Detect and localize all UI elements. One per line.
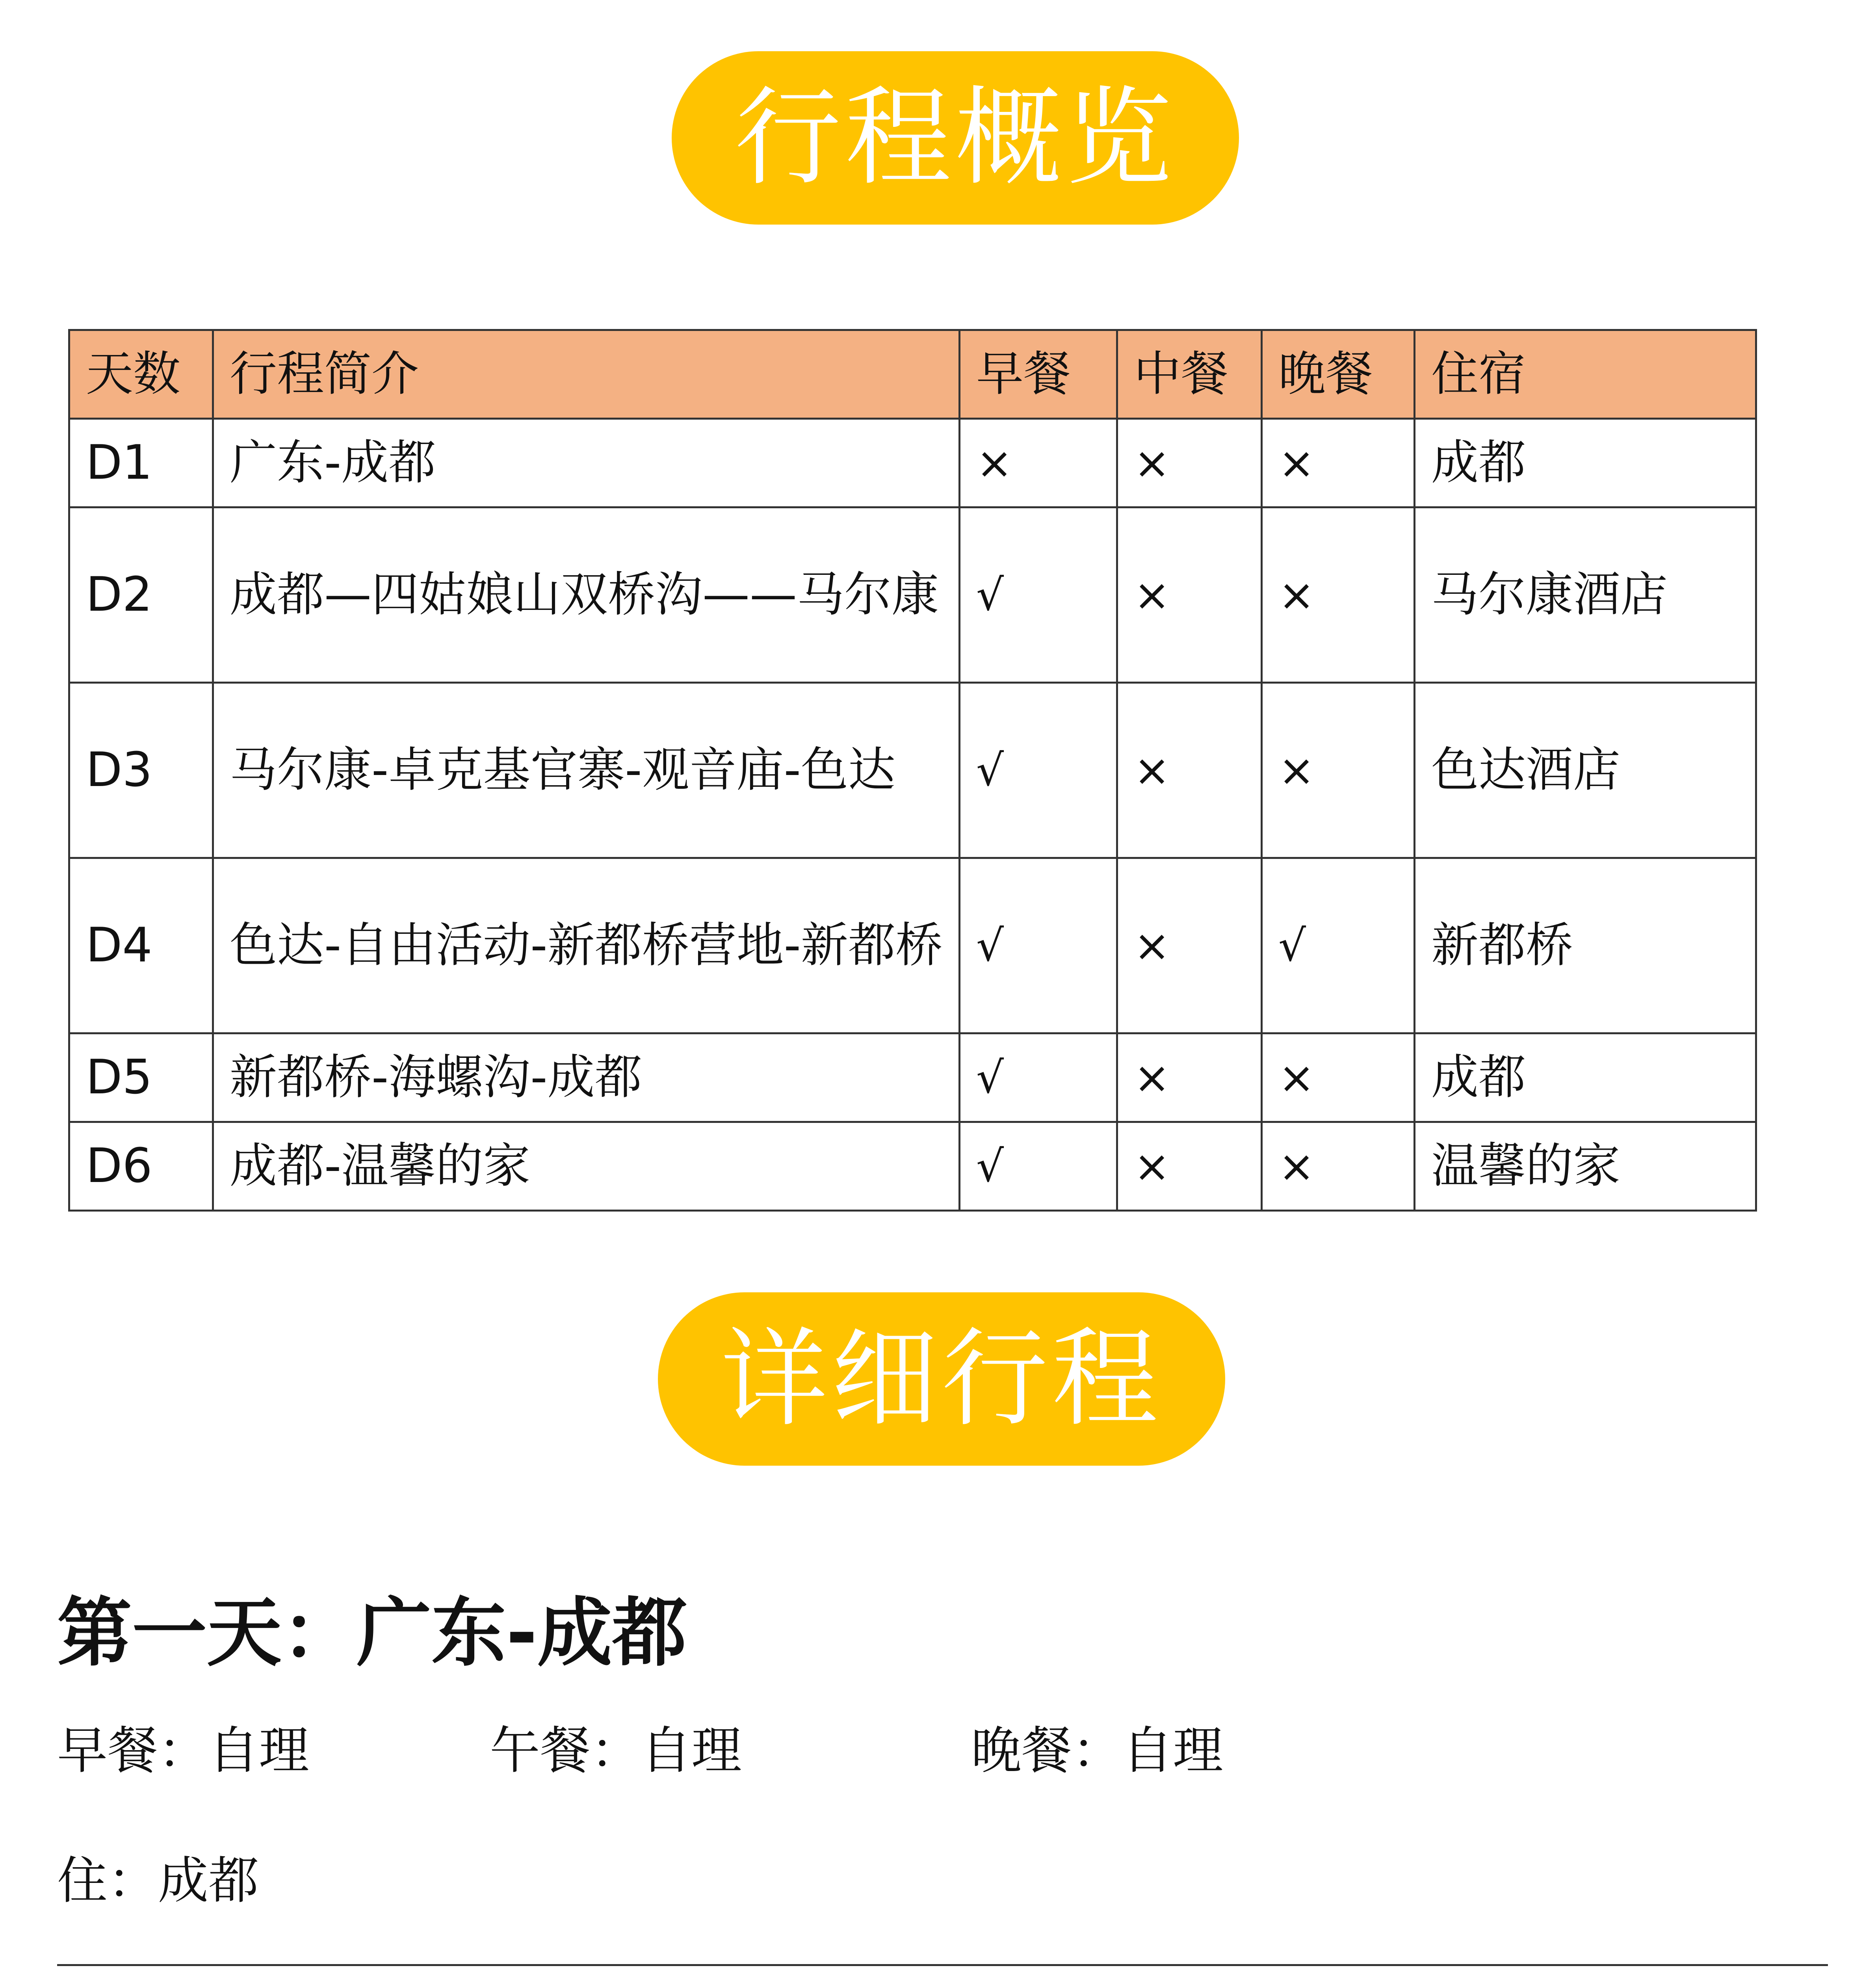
header-summary: 行程简介 [213, 330, 960, 419]
cell-day: D6 [69, 1122, 213, 1211]
cell-day: D1 [69, 419, 213, 507]
cell-dinner: × [1262, 507, 1415, 683]
header-day: 天数 [69, 330, 213, 419]
table-row [69, 419, 1756, 507]
cell-lunch: × [1117, 1033, 1262, 1122]
itinerary-table [68, 329, 1757, 1212]
table-row [69, 507, 1756, 683]
cell-lunch: × [1117, 507, 1262, 683]
cell-summary: 成都-温馨的家 [213, 1122, 960, 1211]
cell-day: D2 [69, 507, 213, 683]
cell-summary: 广东-成都 [213, 419, 960, 507]
day1-dinner: 晚餐：自理 [971, 1721, 1224, 1780]
header-stay: 住宿 [1415, 330, 1756, 419]
cell-dinner: × [1262, 419, 1415, 507]
cell-breakfast: √ [960, 683, 1117, 858]
cell-breakfast: √ [960, 1033, 1117, 1122]
cell-stay: 成都 [1415, 419, 1756, 507]
cell-summary: 新都桥-海螺沟-成都 [213, 1033, 960, 1122]
day1-stay: 住：成都 [57, 1851, 259, 1910]
cell-dinner: √ [1262, 858, 1415, 1033]
cell-dinner: × [1262, 1033, 1415, 1122]
table-row [69, 1033, 1756, 1122]
cell-stay: 新都桥 [1415, 858, 1756, 1033]
cell-lunch: × [1117, 419, 1262, 507]
cell-dinner: × [1262, 1122, 1415, 1211]
cell-lunch: × [1117, 858, 1262, 1033]
cell-day: D5 [69, 1033, 213, 1122]
cell-lunch: × [1117, 1122, 1262, 1211]
cell-stay: 成都 [1415, 1033, 1756, 1122]
cell-breakfast: × [960, 419, 1117, 507]
cell-stay: 温馨的家 [1415, 1122, 1756, 1211]
cell-breakfast: √ [960, 507, 1117, 683]
header-breakfast: 早餐 [960, 330, 1117, 419]
cell-day: D3 [69, 683, 213, 858]
overview-title: 行程概览 [672, 51, 1239, 225]
day1-lunch: 午餐：自理 [490, 1721, 742, 1780]
header-lunch: 中餐 [1117, 330, 1262, 419]
cell-breakfast: √ [960, 1122, 1117, 1211]
cell-breakfast: √ [960, 858, 1117, 1033]
cell-summary: 马尔康-卓克基官寨-观音庙-色达 [213, 683, 960, 858]
detail-title: 详细行程 [658, 1292, 1225, 1466]
cell-day: D4 [69, 858, 213, 1033]
table-row [69, 1122, 1756, 1211]
table-row [69, 683, 1756, 858]
cell-stay: 马尔康酒店 [1415, 507, 1756, 683]
divider [57, 1964, 1828, 1966]
table-header-row [69, 330, 1756, 419]
cell-lunch: × [1117, 683, 1262, 858]
day1-breakfast: 早餐：自理 [57, 1721, 310, 1780]
cell-stay: 色达酒店 [1415, 683, 1756, 858]
table-row [69, 858, 1756, 1033]
cell-dinner: × [1262, 683, 1415, 858]
cell-summary: 色达-自由活动-新都桥营地-新都桥 [213, 858, 960, 1033]
header-dinner: 晚餐 [1262, 330, 1415, 419]
day1-title: 第一天：广东-成都 [57, 1589, 687, 1676]
cell-summary: 成都—四姑娘山双桥沟——马尔康 [213, 507, 960, 683]
